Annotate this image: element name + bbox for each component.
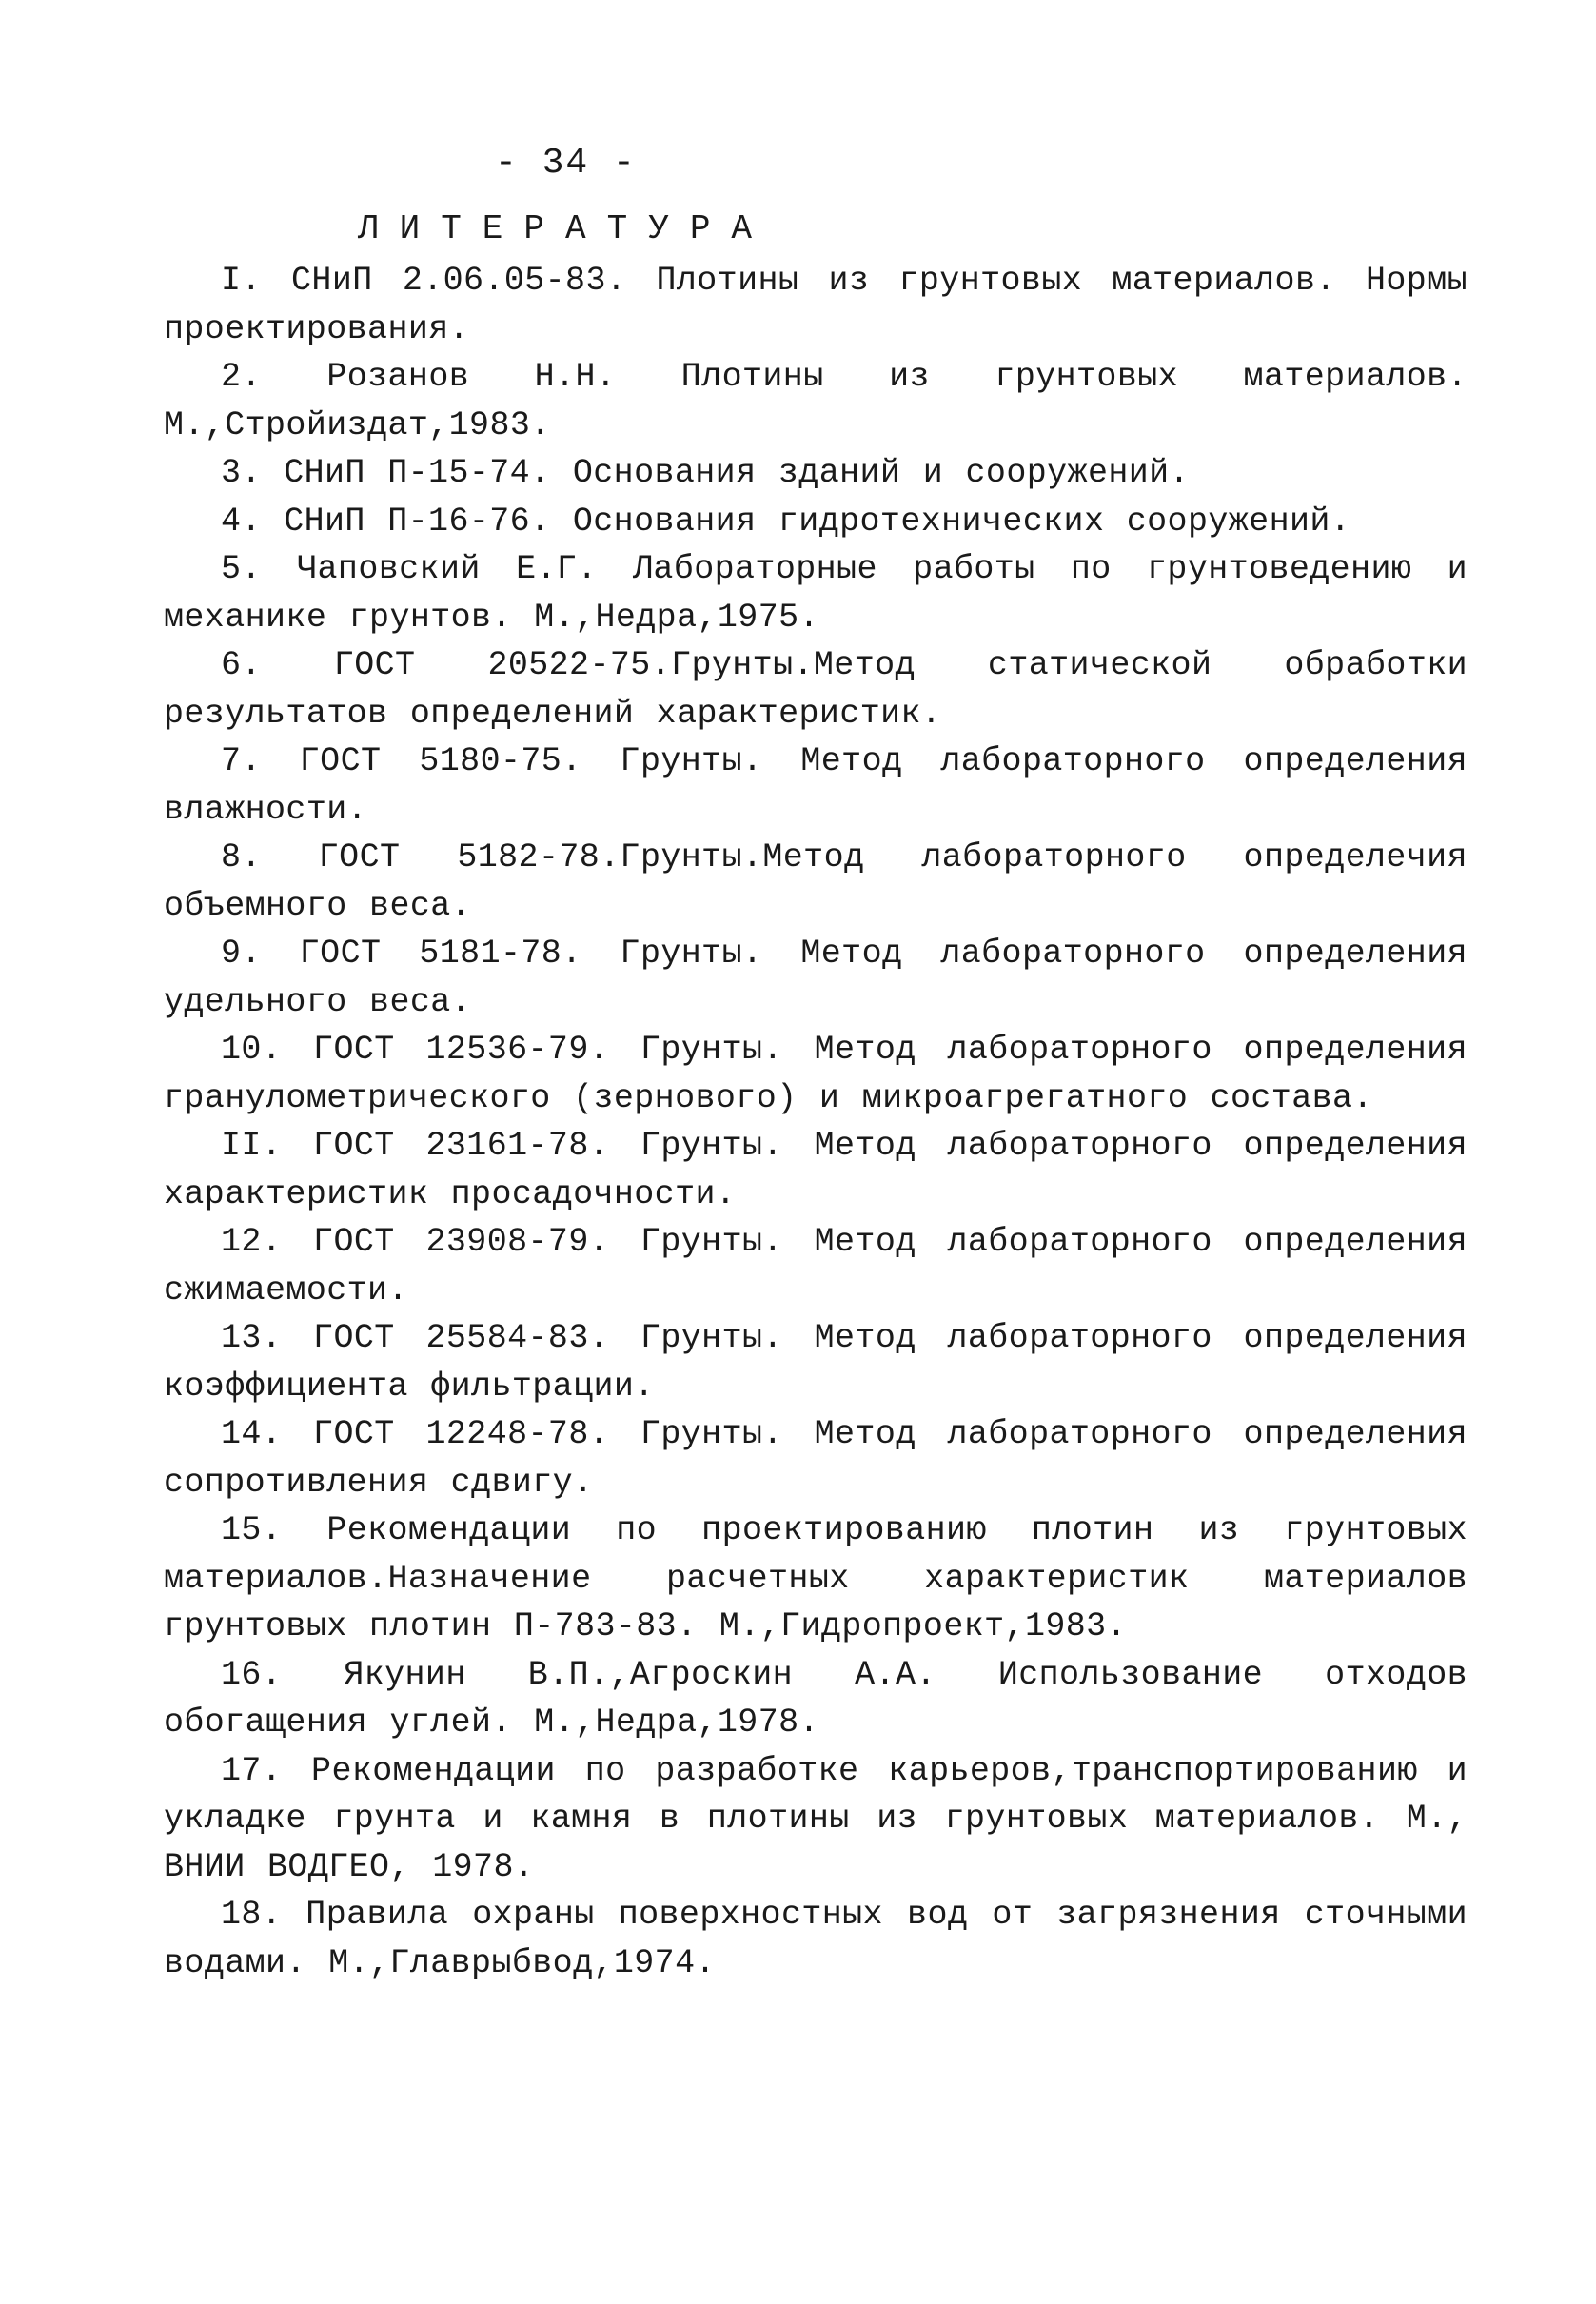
reference-item: 3. СНиП П-15-74. Основания зданий и сооружений. — [221, 454, 1190, 492]
reference-item: 4. СНиП П-16-76. Основания гидротехнических сооружений. — [221, 502, 1351, 541]
references-heading: ЛИТЕРАТУРА — [358, 209, 774, 248]
reference-item: 17. Рекомендации по разработке карьеров,транспортированию и укладке грунта и камня в плотины из грунтовых материалов. М., ВНИИ ВОДГЕО, 1978. — [164, 1751, 1468, 1886]
reference-item: II. ГОСТ 23161-78. Грунты. Метод лабораторного определения характеристик просадочности. — [164, 1127, 1468, 1213]
reference-item: 8. ГОСТ 5182-78.Грунты.Метод лабораторного определечия объемного веса. — [164, 838, 1468, 925]
reference-item: 16. Якунин В.П.,Агроскин А.А. Использование отходов обогащения углей. М.,Недра,1978. — [164, 1655, 1468, 1742]
reference-item: 18. Правила охраны поверхностных вод от загрязнения сточными водами. М.,Главрыбвод,1974. — [164, 1896, 1468, 1982]
reference-item: 7. ГОСТ 5180-75. Грунты. Метод лабораторного определения влажности. — [164, 742, 1468, 829]
reference-item: 2. Розанов Н.Н. Плотины из грунтовых материалов. М.,Стройиздат,1983. — [164, 358, 1468, 444]
reference-item: 9. ГОСТ 5181-78. Грунты. Метод лабораторного определения удельного веса. — [164, 935, 1468, 1021]
references-list — [164, 257, 1468, 1987]
reference-item: 13. ГОСТ 25584-83. Грунты. Метод лабораторного определения коэффициента фильтрации. — [164, 1319, 1468, 1406]
page-number: - 34 - — [495, 143, 637, 184]
reference-item: 12. ГОСТ 23908-79. Грунты. Метод лабораторного определения сжимаемости. — [164, 1223, 1468, 1310]
reference-item: I. СНиП 2.06.05-83. Плотины из грунтовых материалов. Нормы проектирования. — [164, 262, 1468, 348]
reference-item: 15. Рекомендации по проектированию плотин из грунтовых материалов.Назначение расчетных характеристик материалов грунтовых плотин П-783-83. М.,Гидропроект,1983. — [164, 1511, 1468, 1645]
reference-item: 14. ГОСТ 12248-78. Грунты. Метод лабораторного определения сопротивления сдвигу. — [164, 1415, 1468, 1502]
reference-item: 10. ГОСТ 12536-79. Грунты. Метод лабораторного определения гранулометрического (зернового) и микроагрегатного состава. — [164, 1031, 1468, 1117]
reference-item: 5. Чаповский Е.Г. Лабораторные работы по грунтоведению и механике грунтов. М.,Недра,1975. — [164, 550, 1468, 637]
reference-item: 6. ГОСТ 20522-75.Грунты.Метод статической обработки результатов определений характеристик. — [164, 646, 1468, 733]
